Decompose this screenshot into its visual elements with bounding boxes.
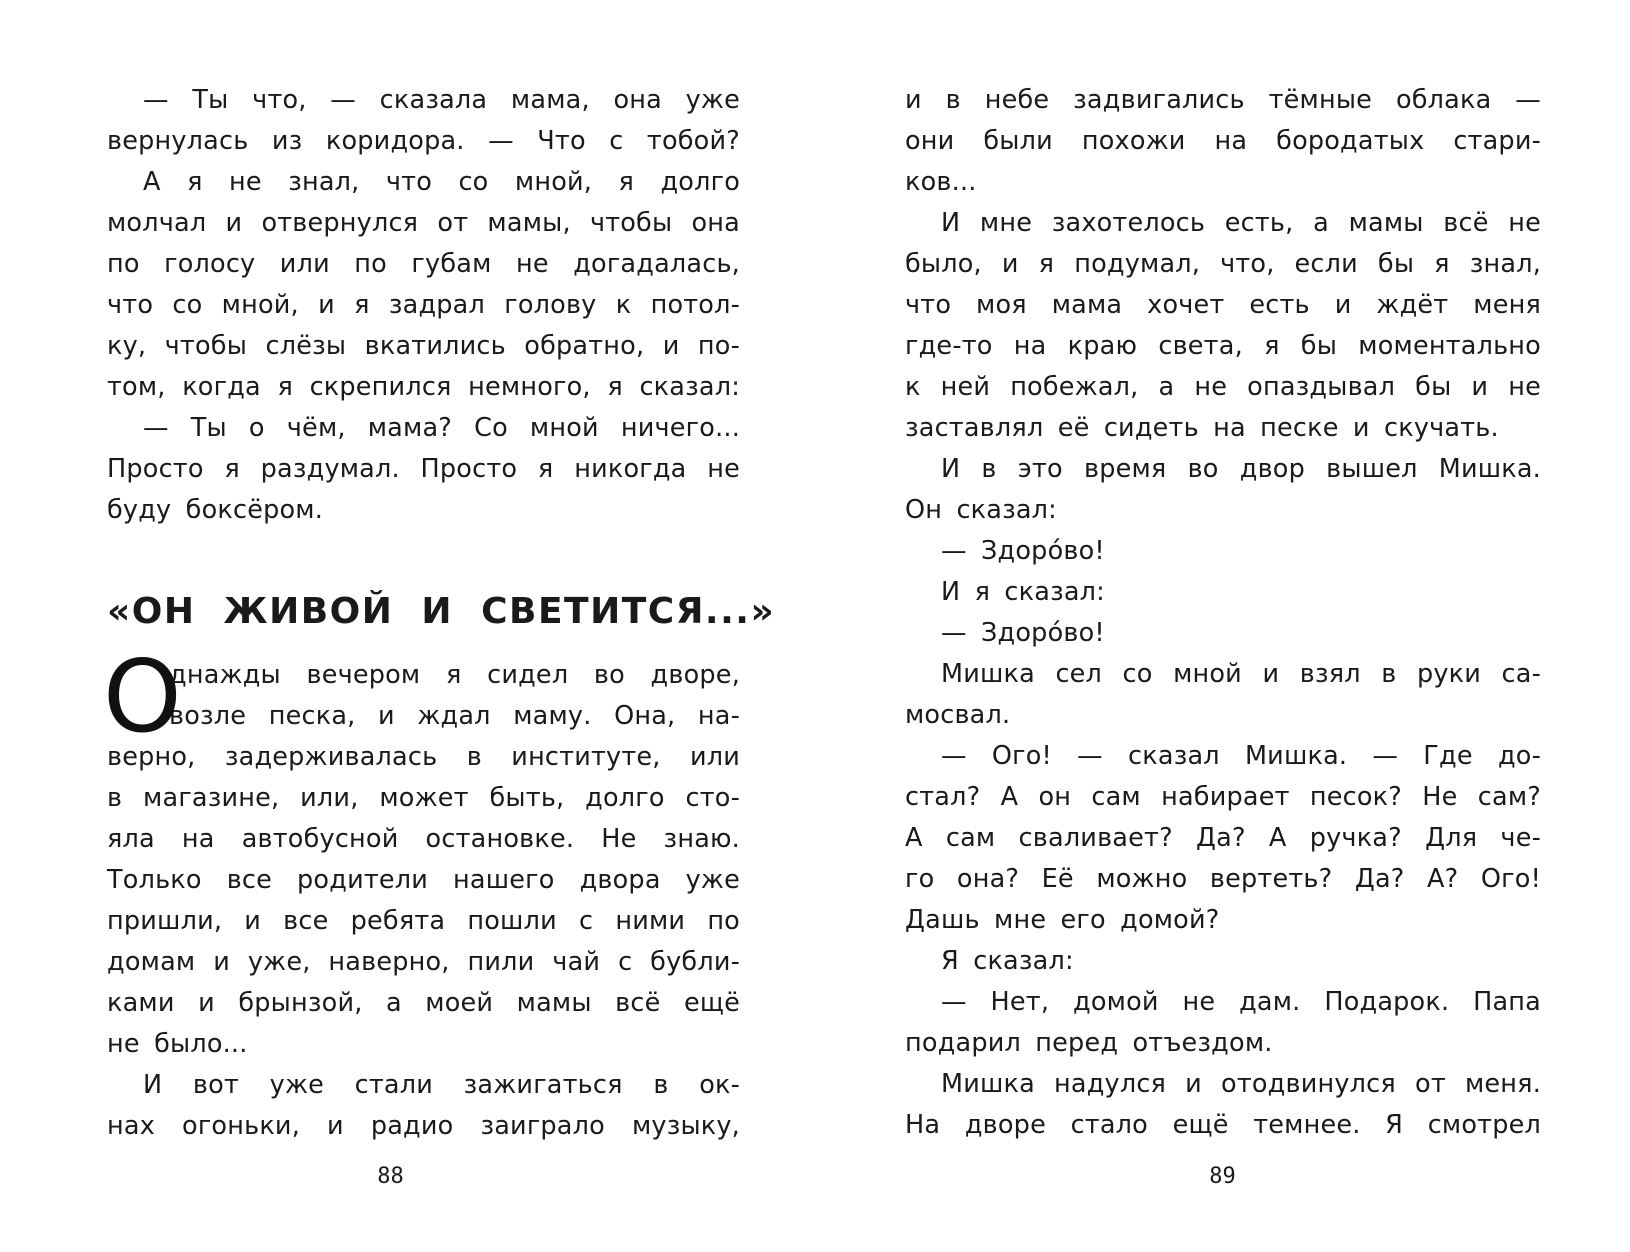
text-line: И я сказал: <box>941 577 1105 607</box>
text-line: А я не знал, что со мной, я долго <box>143 167 740 197</box>
text-line: подарил перед отъездом. <box>905 1028 1273 1058</box>
text-line: ков... <box>905 167 977 197</box>
text-line: го она? Её можно вертеть? Да? А? Ого! <box>905 864 1541 894</box>
text-line: — Ты что, — сказала мама, она уже <box>143 85 740 115</box>
left-paragraphs-before-heading <box>107 80 740 531</box>
right-text-column <box>905 80 1541 1146</box>
drop-cap-block <box>103 638 740 755</box>
text-line: том, когда я скрепился немного, я сказал: <box>107 372 740 402</box>
text-line: — Здорóво! <box>941 618 1105 648</box>
text-line: И вот уже стали зажигаться в ок- <box>143 1070 740 1100</box>
page-number-right: 89 <box>1209 1164 1236 1189</box>
right-page <box>815 0 1630 1252</box>
text-line: Я сказал: <box>941 946 1074 976</box>
text-line: к ней побежал, а не опаздывал бы и не <box>905 372 1541 402</box>
text-line: они были похожи на бородатых стари- <box>905 126 1541 156</box>
text-line: в магазине, или, может быть, долго сто- <box>107 783 740 813</box>
text-line: и в небе задвигались тёмные облака — <box>905 85 1541 115</box>
text-line: И мне захотелось есть, а мамы всё не <box>941 208 1541 238</box>
text-line: домам и уже, наверно, пили чай с бубли- <box>107 947 740 977</box>
text-line: Дашь мне его домой? <box>905 905 1220 935</box>
text-line: А сам сваливает? Да? А ручка? Для че- <box>905 823 1541 853</box>
page-number-left: 88 <box>377 1164 404 1189</box>
drop-cap-lines <box>107 655 740 737</box>
text-line: не было... <box>107 1029 248 1059</box>
text-line: мосвал. <box>905 700 1011 730</box>
text-line: заставлял её сидеть на песке и скучать. <box>905 413 1499 443</box>
text-line: На дворе стало ещё темнее. Я смотрел <box>905 1110 1541 1140</box>
text-line: Он сказал: <box>905 495 1057 525</box>
text-line: ками и брынзой, а моей мамы всё ещё <box>107 988 740 1018</box>
text-line: днажды вечером я сидел во дворе, <box>169 660 740 690</box>
text-line: пришли, и все ребята пошли с ними по <box>107 906 740 936</box>
text-line: — Здорóво! <box>941 536 1105 566</box>
text-line: буду боксёром. <box>107 495 324 525</box>
chapter-heading: «ОН ЖИВОЙ И СВЕТИТСЯ...» <box>107 591 776 632</box>
text-line: вернулась из коридора. — Что с тобой? <box>107 126 740 156</box>
text-line: нах огоньки, и радио заиграло музыку, <box>107 1111 740 1141</box>
text-line: что со мной, и я задрал голову к потол- <box>107 290 740 320</box>
left-text-column <box>103 80 776 1147</box>
text-line: ку, чтобы слёзы вкатились обратно, и по- <box>107 331 740 361</box>
text-line: И в это время во двор вышел Мишка. <box>941 454 1541 484</box>
text-line: Только все родители нашего двора уже <box>107 865 740 895</box>
text-line: где-то на краю света, я бы моментально <box>905 331 1541 361</box>
text-line: возле песка, и ждал маму. Она, на- <box>169 701 740 731</box>
text-line: — Ого! — сказал Мишка. — Где до- <box>941 741 1541 771</box>
drop-cap-letter: О <box>103 638 182 755</box>
text-line: — Нет, домой не дам. Подарок. Папа <box>941 987 1541 1017</box>
text-line: Мишка сел со мной и взял в руки са- <box>941 659 1541 689</box>
text-line: Мишка надулся и отодвинулся от меня. <box>941 1069 1541 1099</box>
text-line: верно, задерживалась в институте, или <box>107 742 740 772</box>
text-line: Просто я раздумал. Просто я никогда не <box>107 454 740 484</box>
text-line: было, и я подумал, что, если бы я знал, <box>905 249 1541 279</box>
text-line: — Ты о чём, мама? Со мной ничего... <box>143 413 740 443</box>
text-line: молчал и отвернулся от мамы, чтобы она <box>107 208 740 238</box>
text-line: что моя мама хочет есть и ждёт меня <box>905 290 1541 320</box>
text-line: по голосу или по губам не догадалась, <box>107 249 740 279</box>
text-line: яла на автобусной остановке. Не знаю. <box>107 824 740 854</box>
text-line: стал? А он сам набирает песок? Не сам? <box>905 782 1541 812</box>
right-paragraphs <box>905 80 1541 1146</box>
left-paragraphs-after-heading <box>107 737 740 1147</box>
